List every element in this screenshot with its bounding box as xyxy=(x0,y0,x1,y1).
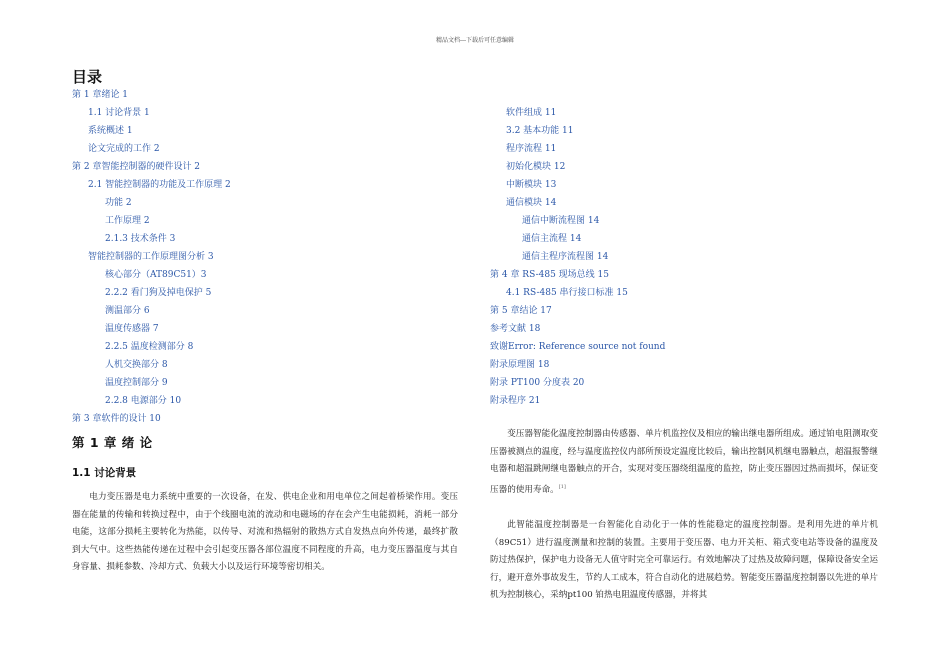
toc-link-temp-measure[interactable]: 测温部分 6 xyxy=(105,306,150,316)
body-paragraph-controller-intro xyxy=(490,426,878,499)
toc-link-principle-analysis[interactable]: 智能控制器的工作原理图分析 3 xyxy=(88,252,214,262)
toc-link-appendix-schematic[interactable]: 附录原理图 18 xyxy=(490,360,550,370)
body-paragraph-background: 电力变压器是电力系统中重要的一次设备，在发、供电企业和用电单位之间起着桥梁作用。变压器在能量的传输和转换过程中，由于个线圈电流的流动和电磁场的存在会产生电能损耗，消耗一部分电能，这部分损耗主要转化为热能，以传导、对流和热辐射的散热方式自发热点向外传递，最终扩散到大气中。这些热能传递在过程中会引起变压器各部位温度不同程度的升高，电力变压器温度与其自身容量、损耗参数、冷却方式、负载大小以及运行环境等密切相关。 xyxy=(72,492,458,573)
toc-link-interrupt-module[interactable]: 中断模块 13 xyxy=(506,180,557,190)
toc-link-3-2[interactable]: 3.2 基本功能 11 xyxy=(506,126,574,136)
toc-link-function[interactable]: 功能 2 xyxy=(105,198,132,208)
toc-link-software-composition[interactable]: 软件组成 11 xyxy=(506,108,557,118)
toc-link-2-2-5[interactable]: 2.2.5 温度检测部分 8 xyxy=(105,342,194,352)
toc-link-chapter-2[interactable]: 第 2 章智能控制器的硬件设计 2 xyxy=(72,162,201,172)
toc-link-init-module[interactable]: 初始化模块 12 xyxy=(506,162,566,172)
toc-link-chapter-5[interactable]: 第 5 章结论 17 xyxy=(490,306,552,316)
toc-link-comm-main-program-flowchart[interactable]: 通信主程序流程图 14 xyxy=(522,252,609,262)
toc-link-2-2-2[interactable]: 2.2.2 看门狗及掉电保护 5 xyxy=(105,288,212,298)
toc-link-2-2-8[interactable]: 2.2.8 电源部分 10 xyxy=(105,396,182,406)
citation-marker: [1] xyxy=(558,483,566,490)
toc-link-comm-interrupt-flowchart[interactable]: 通信中断流程图 14 xyxy=(522,216,600,226)
page-header: 精品文档---下载后可任意编辑 xyxy=(435,37,515,44)
toc-link-temp-control[interactable]: 温度控制部分 9 xyxy=(105,378,168,388)
toc-link-comm-module[interactable]: 通信模块 14 xyxy=(506,198,557,208)
toc-link-chapter-3[interactable]: 第 3 章软件的设计 10 xyxy=(72,414,161,424)
toc-link-appendix-pt100[interactable]: 附录 PT100 分度表 20 xyxy=(490,378,585,388)
body-paragraph-controller-detail: 此智能温度控制器是一台智能化自动化于一体的性能稳定的温度控制器。是利用先进的单片机（89C51）进行温度测量和控制的装置。主要用于变压器、电力开关柜、箱式变电站等设备的温度及防过热保护，保护电力设备无人值守时完全可靠运行。有效地解决了过热及故障问题，保障设备安全运行，避开意外事故发生，节约人工成本，符合自动化的进展趋势。智能变压器温度控制器以先进的单片机为控制核心，采纳pt100 铂热电阻温度传感器，并将其 xyxy=(490,520,878,601)
toc-link-hmi[interactable]: 人机交换部分 8 xyxy=(105,360,168,370)
toc-link-thesis-work[interactable]: 论文完成的工作 2 xyxy=(88,144,160,154)
toc-link-program-flow[interactable]: 程序流程 11 xyxy=(506,144,557,154)
toc-link-working-principle[interactable]: 工作原理 2 xyxy=(105,216,150,226)
toc-link-references[interactable]: 参考文献 18 xyxy=(490,324,541,334)
toc-link-2-1-3[interactable]: 2.1.3 技术条件 3 xyxy=(105,234,176,244)
toc-link-comm-main-flow[interactable]: 通信主流程 14 xyxy=(522,234,582,244)
section-heading: 1.1 讨论背景 xyxy=(72,467,137,479)
toc-link-acknowledgements[interactable]: 致谢Error: Reference source not found xyxy=(490,342,666,352)
toc-link-system-overview[interactable]: 系统概述 1 xyxy=(88,126,133,136)
toc-link-1-1[interactable]: 1.1 讨论背景 1 xyxy=(88,108,150,118)
toc-link-chapter-4[interactable]: 第 4 章 RS-485 现场总线 15 xyxy=(490,270,609,280)
paragraph-text: 变压器智能化温度控制器由传感器、单片机监控仪及相应的输出继电器所组成。通过铂电阻测取变压器被测点的温度，经与温度监控仪内部所预设定温度比较后，输出控制风机继电器触点，超温报警继电器和超温跳闸继电器触点的开合，实现对变压器绕组温度的监控，防止变压器因过热而损坏，保证变压器的使用寿命。 xyxy=(490,429,878,495)
toc-link-core-part[interactable]: 核心部分（AT89C51）3 xyxy=(105,270,207,280)
toc-title: 目录 xyxy=(72,68,103,86)
toc-link-temp-sensor[interactable]: 温度传感器 7 xyxy=(105,324,159,334)
toc-link-2-1[interactable]: 2.1 智能控制器的功能及工作原理 2 xyxy=(88,180,231,190)
toc-link-appendix-program[interactable]: 附录程序 21 xyxy=(490,396,541,406)
chapter-heading: 第 1 章 绪 论 xyxy=(72,435,153,450)
toc-link-4-1[interactable]: 4.1 RS-485 串行接口标准 15 xyxy=(506,288,628,298)
toc-link-chapter-1[interactable]: 第 1 章绪论 1 xyxy=(72,90,129,100)
